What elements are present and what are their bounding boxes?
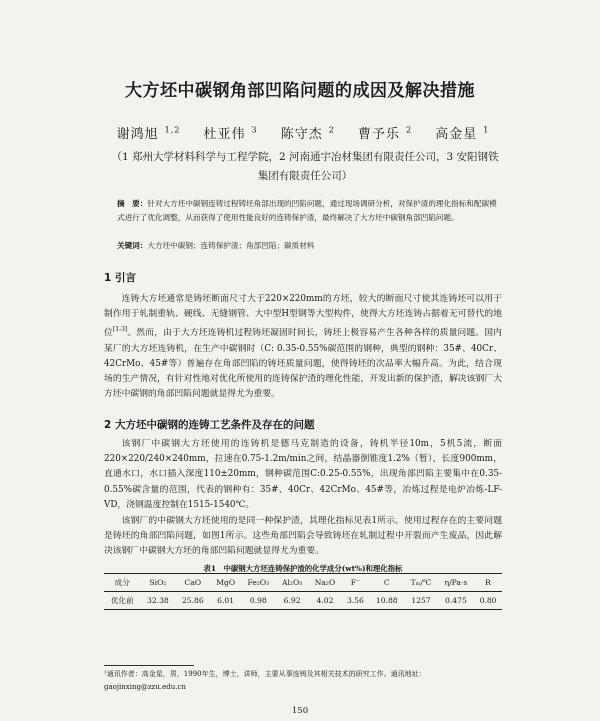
author: 杜亚伟 $^3$: [203, 125, 258, 142]
keywords: [117, 239, 503, 252]
table-cell: 6.01: [217, 596, 235, 605]
intro-paragraph: 连铸大方坯通常是铸坯断面尺寸大于220×220mm的方坯，较大的断面尺寸使其连铸坯可以用于制作用于轧制重轨、硬线、无缝钢管、大中型H型钢等大型构件，使得大方坯连铸占据着无可替代的地位[1-3]。然而，由于大方坯连铸机过程铸坯凝固时间长，铸坯上极容易产生各种各样的质量问题。国内某厂的大方坯连铸机，在生产中碳钢时（C: 0.35-0.55%碳范围的钢种，典型的钢种：35#、40Cr、42CrMo、45#等）普遍存在角部凹陷的铸坯质量问题，使得铸坯的次品率大幅升高。为此，结合现场的生产情况，有针对性地对优化所使用的连铸保护渣的理化性能，开发出新的保护渣，解决该钢厂大方坯中碳钢的角部凹陷问题就显得尤为重要。: [104, 294, 502, 400]
table-header: Na₂O: [314, 578, 336, 587]
table-caption: 表1 中碳钢大方坯连铸保护渣的化学成分(wt%)和理化指标: [203, 564, 403, 573]
table-cell: 6.92: [283, 596, 301, 605]
table-header: MgO: [216, 578, 236, 587]
table-cell: 3.56: [346, 596, 364, 605]
table-cell: 1257: [411, 596, 431, 605]
abstract-text: 针对大方坯中碳钢连铸过程铸坯角部出现的凹陷问题，通过现场调研分析，对保护渣的理化指标和配碳模式进行了优化调整，从而获得了使用性能良好的连铸保护渣，最终解决了大方坯中碳钢角部凹陷问题。: [117, 199, 497, 222]
citation: [1-3]: [112, 326, 128, 334]
table-header: Tₘ/℃: [410, 578, 432, 587]
author: 谢鸿旭 $^{1,2}$: [116, 125, 181, 142]
table-header: C: [383, 578, 390, 587]
abstract-label: 摘 要：: [117, 199, 148, 208]
footnote-divider: [104, 665, 194, 666]
process-paragraph: 该钢厂中碳钢大方坯使用的连铸机是德马克制造的设备，铸机半径10m，5机5流，断面220×220/240×240mm，拉速在0.75-1.2m/min之间，结晶器倒锥度1.2%（暂），长度900mm，直通水口，水口插入深度110±20mm，钢种碳范围C:0.25-0.55%，出现角部凹陷主要集中在0.35-0.55%碳含量的范围，代表的钢种有：35#、40Cr、42CrMo、45#等，冶炼过程是电炉冶炼-LF-VD，浇钢温度控制在1515-1540℃。: [104, 439, 502, 510]
abstract: [117, 197, 503, 224]
author: 高金星 $^1$: [435, 125, 490, 142]
table-cell: 0.80: [479, 596, 497, 605]
slag-composition-table: [104, 573, 502, 610]
table-header-row: [104, 574, 502, 592]
table-cell: 0.98: [249, 596, 267, 605]
table-cell: 10.88: [375, 596, 398, 605]
problem-paragraph: 该钢厂的中碳钢大方坯使用的是同一种保护渣，其理化指标见表1所示。使用过程存在的主要问题是铸坯的角部凹陷问题，如图1所示。这些角部凹陷会导致铸坯在轧制过程中开裂而产生废品，因此解决该钢厂中碳钢大方坯的角部凹陷问题就显得尤为重要。: [104, 516, 502, 557]
table-header: CaO: [184, 578, 202, 587]
keywords-text: 大方坯中碳钢；连铸保护渣；角部凹陷；碳质材料: [147, 241, 315, 250]
table-header: η/Pa·s: [444, 578, 468, 587]
table-cell: 优化前: [110, 596, 134, 605]
keywords-label: 关键词：: [117, 241, 148, 250]
section-heading-process: 2 大方坯中碳钢的连铸工艺条件及存在的问题: [104, 419, 315, 431]
author-list: [0, 123, 600, 142]
table-cell: 32.38: [147, 596, 169, 605]
table-header: SiO₂: [149, 578, 167, 587]
section-heading-intro: 1 引言: [104, 272, 136, 284]
table-cell: 4.02: [316, 596, 334, 605]
table-row: [104, 592, 502, 610]
author: 曹予乐 $^2$: [358, 125, 413, 142]
table-header: Al₂O₃: [282, 578, 303, 587]
table-cell: 0.475: [445, 596, 467, 605]
affiliation: （1 郑州大学材料科学与工程学院，2 河南通宇冶材集团有限责任公司，3 安阳钢铁集团有限责任公司）: [111, 151, 499, 182]
table-header: F⁻: [350, 578, 361, 587]
table-header: R: [485, 578, 491, 587]
table-header: Fe₂O₃: [247, 578, 270, 587]
paper-title: 大方坯中碳钢角部凹陷问题的成因及解决措施: [125, 81, 475, 101]
author: 陈守杰 $^2$: [280, 125, 335, 142]
footnote: ¹通讯作者：高金星，男，1990年生，博士，讲师，主要从事连铸及其相关技术的研究工作。通讯地址：gaojinxing@zzu.edu.cn: [104, 670, 426, 691]
table-header: 成分: [114, 578, 130, 587]
table-cell: 25.86: [181, 596, 204, 605]
page-number: 150: [291, 706, 309, 716]
